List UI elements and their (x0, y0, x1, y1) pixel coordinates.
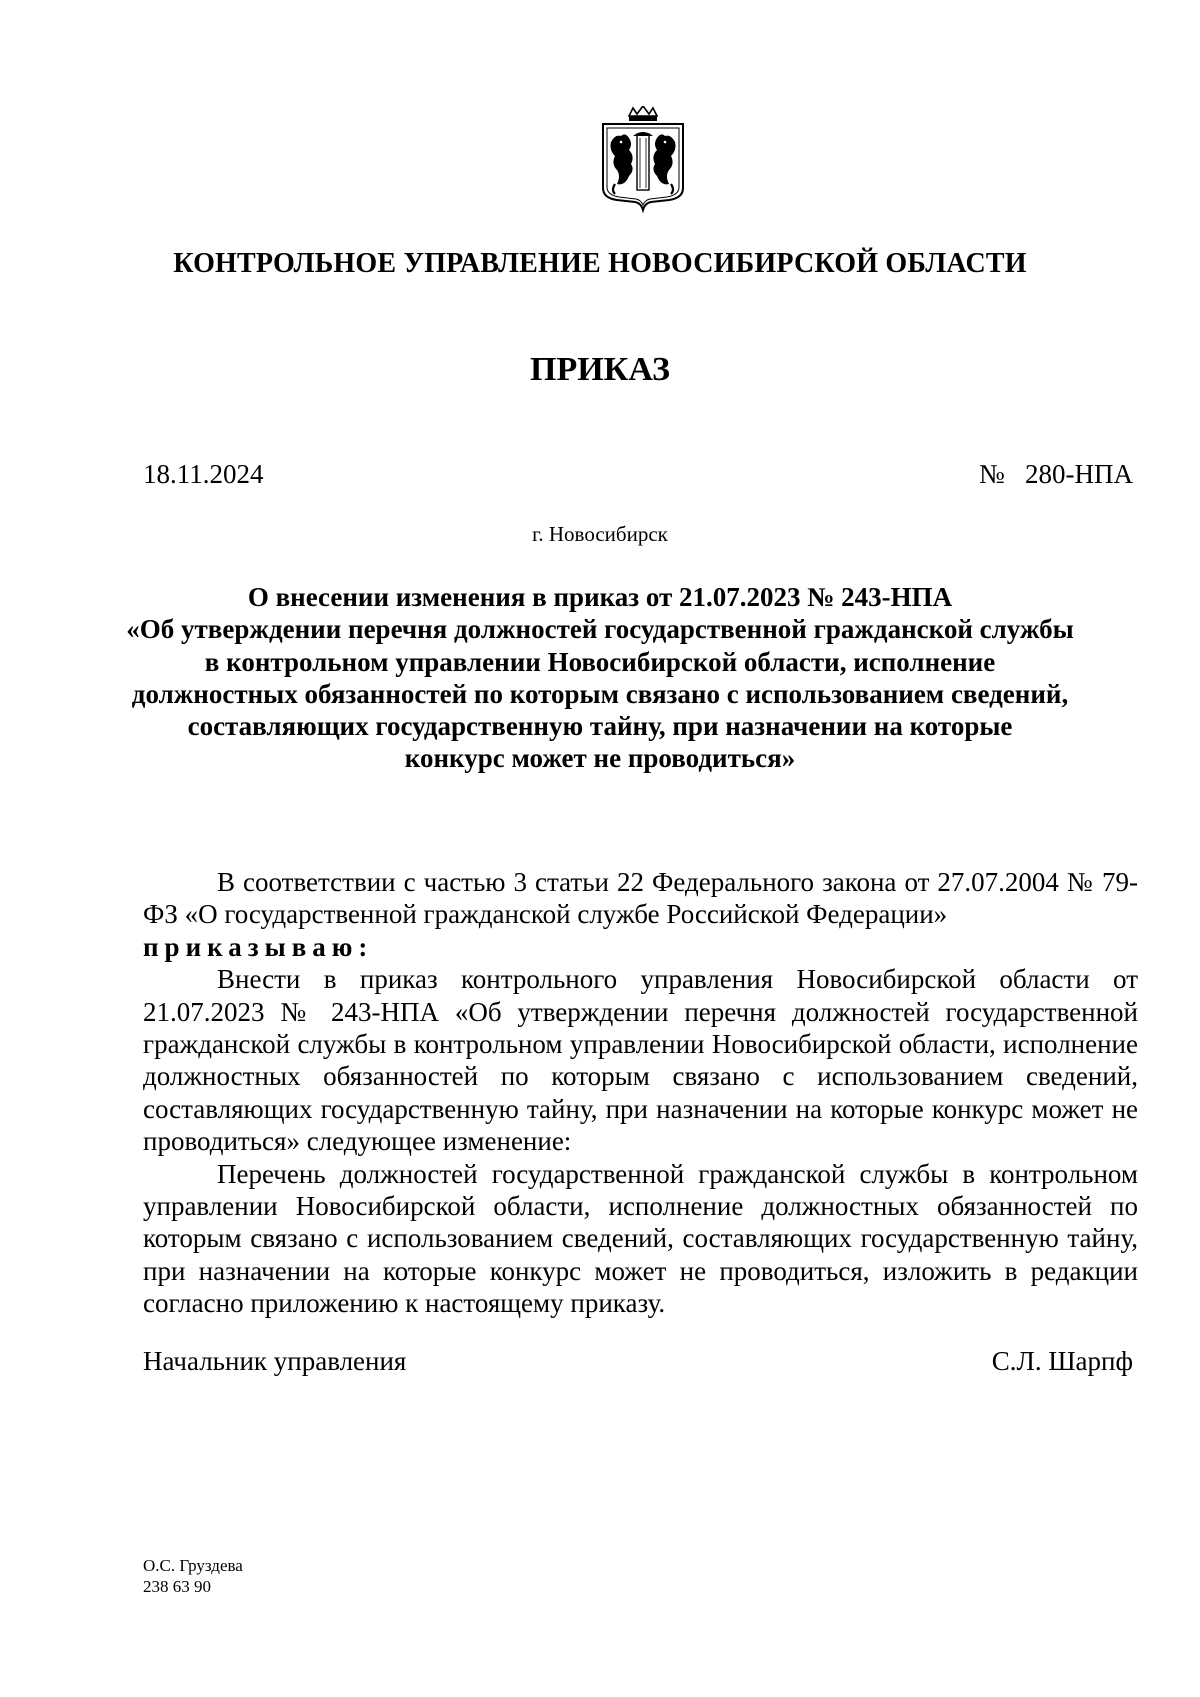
subject-line: О внесении изменения в приказ от 21.07.2023 № 243-НПА (247, 582, 953, 612)
body-paragraph-amendment: Внести в приказ контрольного управления Новосибирской области от 21.07.2023 № 243-НПА «Об утверждении перечня должностей государственной гражданской службы в контрольном управлении Новосибирской области, исполнение должностных обязанностей по которым связано с использованием сведений, составляющих государственную тайну, при назначении на которые конкурс может не проводиться» следующее изменение: (143, 964, 1138, 1157)
executor-name: О.С. Груздева (143, 1556, 243, 1575)
document-number: № 280-НПА (979, 459, 1133, 489)
body-paragraph-legal-basis: В соответствии с частью 3 статьи 22 Федерального закона от 27.07.2004 № 79-ФЗ «О государственной гражданской службе Российской Федерации» (143, 867, 1138, 930)
document-type-title: ПРИКАЗ (530, 351, 670, 388)
document-city: г. Новосибирск (532, 522, 668, 546)
executor-phone: 238 63 90 (143, 1577, 211, 1596)
signatory-title: Начальник управления (143, 1346, 407, 1376)
novosibirsk-coat-of-arms-icon (599, 106, 687, 214)
document-date: 18.11.2024 (143, 459, 264, 489)
body-paragraph-list: Перечень должностей государственной гражданской службы в контрольном управлении Новосибирской области, исполнение должностных обязанностей по которым связано с использованием сведений, составляющих государственную тайну, при назначении на которые конкурс может не проводиться, изложить в редакции согласно приложению к настоящему приказу. (143, 1158, 1138, 1319)
document-body (143, 866, 1138, 1320)
subject-line: «Об утверждении перечня должностей государственной гражданской службы (126, 614, 1074, 645)
subject-line: составляющих государственную тайну, при назначении на которые (187, 711, 1013, 742)
subject-line: конкурс может не проводиться» (404, 743, 796, 774)
executor-block (143, 1555, 243, 1597)
signatory-name: С.Л. Шарпф (991, 1346, 1133, 1376)
subject-line: должностных обязанностей по которым связано с использованием сведений, (131, 678, 1069, 709)
organization-title: КОНТРОЛЬНОЕ УПРАВЛЕНИЕ НОВОСИБИРСКОЙ ОБЛАСТИ (173, 248, 1027, 279)
order-word: приказываю: (143, 931, 374, 962)
document-subject (100, 581, 1100, 775)
subject-line: в контрольном управлении Новосибирской области, исполнение (204, 646, 996, 677)
